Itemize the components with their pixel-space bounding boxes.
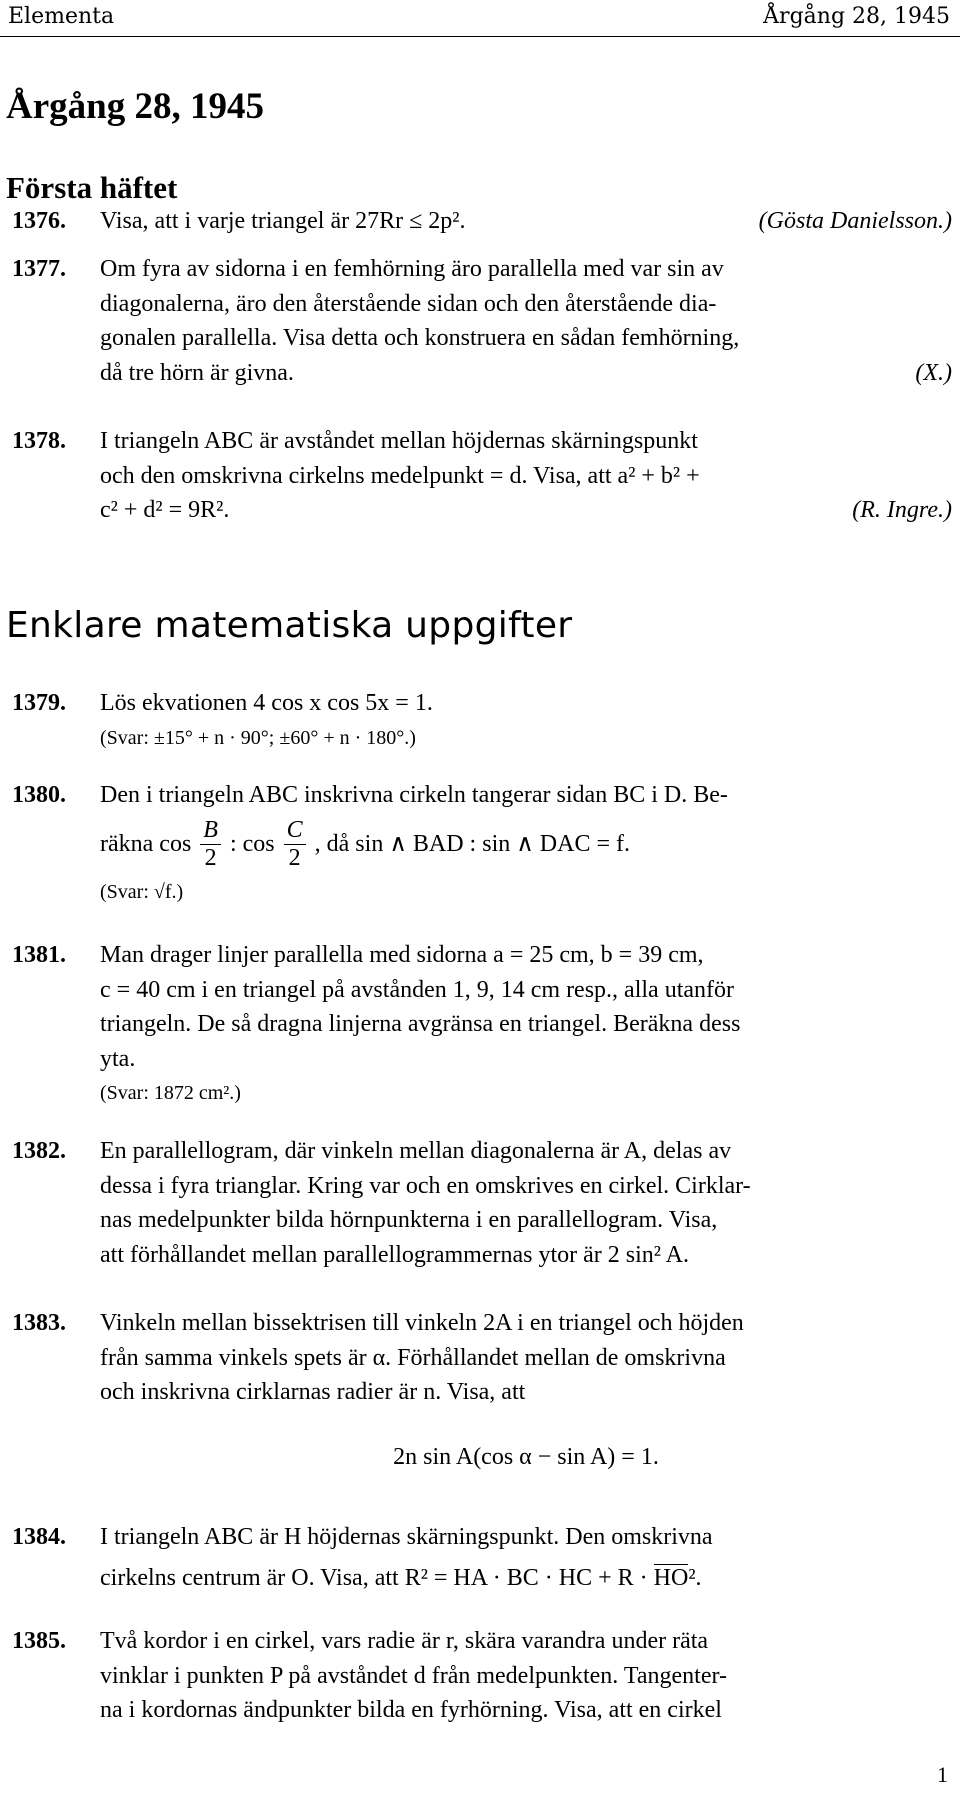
text-line: Den i triangeln ABC inskrivna cirkeln tangerar sidan BC i D. Be- <box>100 782 728 808</box>
text-line: diagonalerna, äro den återstående sidan och den återstående dia- <box>100 290 717 317</box>
text-line: I triangeln ABC är avståndet mellan höjdernas skärningspunkt <box>100 428 698 454</box>
problem-author: (R. Ingre.) <box>852 497 952 523</box>
text-line: från samma vinkels spets är α. Förhållandet mellan de omskrivna <box>100 1344 726 1371</box>
section-heading-enklare: Enklare matematiska uppgifter <box>6 605 573 646</box>
text-line: Två kordor i en cirkel, vars radie är r, skära varandra under räta <box>100 1628 709 1654</box>
problem-1376 <box>12 204 952 239</box>
fraction-b-over-2 <box>200 817 221 872</box>
text-line: triangeln. De så dragna linjerna avgränsa en triangel. Beräkna dess <box>100 1011 741 1037</box>
answer-text: (Svar: ±15° + n · 90°; ±60° + n · 180°.) <box>100 726 416 749</box>
problem-number: 1379. <box>12 690 66 716</box>
problem-author: (Gösta Danielsson.) <box>758 208 952 234</box>
text-line: gonalen parallella. Visa detta och konstruera en sådan femhörning, <box>100 325 740 351</box>
problem-text: Visa, att i varje triangel är 27Rr ≤ 2p². <box>100 208 466 234</box>
text-line: I triangeln ABC är H höjdernas skärningspunkt. Den omskrivna <box>100 1524 713 1550</box>
problem-1379 <box>12 686 952 755</box>
text-line: nas medelpunkter bilda hörnpunkterna i en parallellogram. Visa, <box>100 1207 718 1233</box>
answer-text: (Svar: √f.) <box>100 880 184 903</box>
problem-1378 <box>12 424 952 528</box>
text-line: c² + d² = 9R². <box>100 497 230 523</box>
problem-number: 1380. <box>12 782 66 808</box>
problem-number: 1385. <box>12 1628 66 1654</box>
text-line: En parallellogram, där vinkeln mellan diagonalerna är A, delas av <box>100 1138 732 1164</box>
text-line: dessa i fyra trianglar. Kring var och en omskrives en cirkel. Cirklar- <box>100 1172 751 1199</box>
text-fragment: cirkelns centrum är O. Visa, att R² = HA · BC · HC + R · <box>100 1564 648 1591</box>
text-line: Man drager linjer parallella med sidorna a = 25 cm, b = 39 cm, <box>100 942 704 968</box>
page-title: Årgång 28, 1945 <box>6 86 264 127</box>
text-line: vinklar i punkten P på avståndet d från medelpunkten. Tangenter- <box>100 1662 727 1689</box>
problem-number: 1377. <box>12 256 66 282</box>
text-fragment: , då sin ∧ BAD : sin ∧ DAC = f. <box>314 830 630 857</box>
header-rule <box>0 36 960 37</box>
fraction-numerator: C <box>284 817 306 845</box>
problem-number: 1384. <box>12 1524 66 1550</box>
text-line: na i kordornas ändpunkter bilda en fyrhörning. Visa, att en cirkel <box>100 1697 722 1723</box>
problem-number: 1376. <box>12 208 66 234</box>
problem-1382 <box>12 1134 952 1272</box>
page-number: 1 <box>937 1762 948 1787</box>
running-header <box>0 0 960 36</box>
problem-1380 <box>12 778 952 909</box>
journal-name: Elementa <box>8 4 115 29</box>
overlined-segment: HO <box>653 1564 689 1591</box>
text-fragment: ². <box>688 1564 702 1591</box>
problem-1384 <box>12 1520 952 1595</box>
text-fragment: räkna cos <box>100 830 192 857</box>
text-line: och inskrivna cirklarnas radier är n. Visa, att <box>100 1379 526 1405</box>
problem-text: Lös ekvationen 4 cos x cos 5x = 1. <box>100 690 433 716</box>
text-line: c = 40 cm i en triangel på avstånden 1, 9, 14 cm resp., alla utanför <box>100 976 734 1003</box>
fraction-c-over-2 <box>284 817 306 872</box>
problem-1385 <box>12 1624 952 1728</box>
text-line: Om fyra av sidorna i en femhörning äro parallella med var sin av <box>100 256 724 282</box>
text-line: yta. <box>100 1045 136 1072</box>
answer-text: (Svar: 1872 cm².) <box>100 1082 241 1104</box>
fraction-denominator: 2 <box>288 845 301 872</box>
problem-1383 <box>12 1306 952 1474</box>
problem-number: 1382. <box>12 1138 66 1164</box>
text-line: Vinkeln mellan bissektrisen till vinkeln 2A i en triangel och höjden <box>100 1310 744 1336</box>
text-line: och den omskrivna cirkelns medelpunkt = d. Visa, att a² + b² + <box>100 462 700 489</box>
problem-number: 1383. <box>12 1310 66 1336</box>
problem-number: 1378. <box>12 428 66 454</box>
fraction-numerator: B <box>200 817 221 845</box>
problem-1377 <box>12 252 952 390</box>
display-formula: 2n sin A(cos α − sin A) = 1. <box>393 1443 659 1470</box>
problem-number: 1381. <box>12 942 66 968</box>
problem-1381 <box>12 938 952 1111</box>
volume-label: Årgång 28, 1945 <box>763 4 950 29</box>
text-line: att förhållandet mellan parallellogrammernas ytor är 2 sin² A. <box>100 1241 689 1268</box>
text-fragment: : cos <box>229 830 275 857</box>
text-line: då tre hörn är givna. <box>100 359 294 386</box>
problem-author: (X.) <box>915 359 952 386</box>
fraction-denominator: 2 <box>204 845 217 872</box>
section-heading-first: Första häftet <box>6 170 178 205</box>
